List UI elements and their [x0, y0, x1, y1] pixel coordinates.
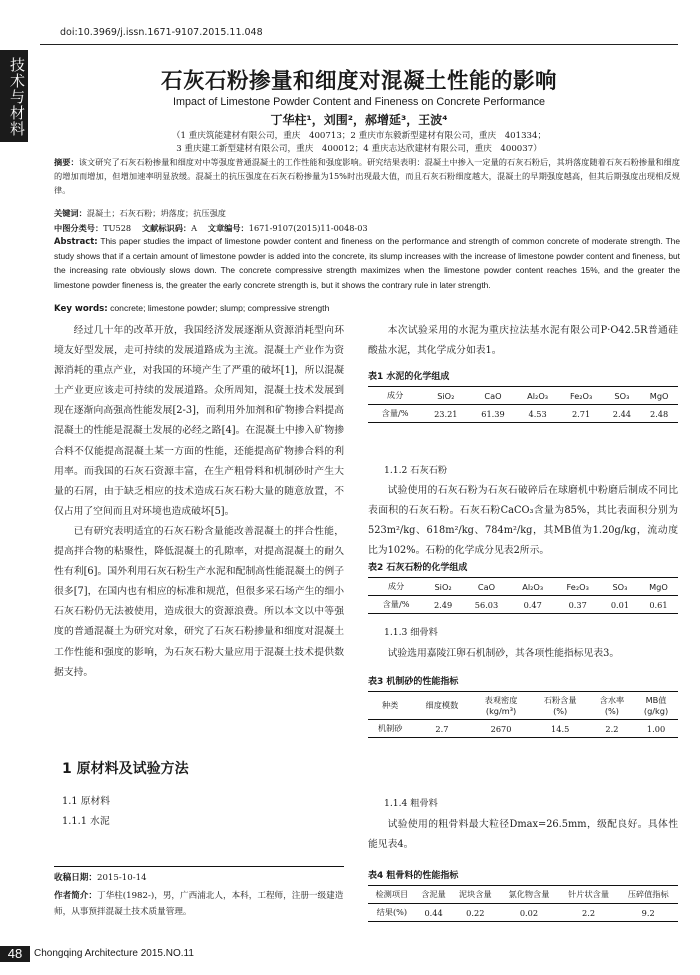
- limestone-paragraph: [368, 481, 678, 561]
- cement-text: 本次试验采用的水泥为重庆拉法基水泥有限公司P·O42.5R普通硅酸盐水泥，其化学成分如表1。: [368, 325, 678, 357]
- table-header-cell-4: 含水率 (%): [599, 695, 625, 716]
- subsection-heading-1-1: 1.1 原材料: [62, 796, 111, 807]
- abstract-en-text: This paper studies the impact of limestone powder content and fineness on the performance and strength of common concrete of moderate strength. The study shows that if a certain amount of limestone powder is added into the concrete, its slump increases with the increase of limestone powder content and fineness, but the increasing rate obviously slows down. The concrete compressive strength maximizes when the limestone powder content reaches 15%, and the greater the limestone powder fineness is, the greater the early concrete strength is, but it shows the contrary rule in later strength.: [54, 236, 680, 290]
- table-header-cell-4: Fe₂O₃: [569, 390, 593, 401]
- author-bio-text: 丁华柱(1982-)，男，广西浦北人，本科，工程师，注册一级建造师，从事预拌混凝土技术质量管理。: [54, 891, 344, 917]
- author-bio: [54, 888, 354, 920]
- table-header-cell-0: 成分: [387, 581, 405, 591]
- table-cell-3: 0.02: [519, 907, 539, 918]
- doi[interactable]: doi:10.3969/j.issn.1671-9107.2015.11.048: [60, 27, 263, 38]
- received-date: [54, 870, 354, 886]
- table-header-cell-5: SO₃: [612, 581, 628, 592]
- table-cell-4: 2.71: [571, 408, 591, 419]
- table-cell-0: 含量/%: [381, 408, 409, 418]
- table-header-cell-3: 石粉含量 (%): [543, 695, 577, 716]
- table-cell-5: 1.00: [646, 723, 666, 734]
- abstract-label: 摘要：: [54, 157, 79, 167]
- doccode-label: 文献标识码：: [141, 223, 192, 233]
- affiliation-line-2: 3 重庆建工新型建材有限公司，重庆 400012；4 重庆志达欣建材有限公司，重庆 400037）: [176, 144, 542, 154]
- table-header-cell-2: 表观密度 (kg/m³): [484, 695, 518, 716]
- sand-text: 试验选用嘉陵江卵石机制砂，其各项性能指标见表3。: [387, 648, 620, 659]
- subsection-heading-1-1-2: 1.1.2 石灰石粉: [384, 465, 448, 476]
- cement-paragraph: [368, 321, 678, 361]
- table-header-cell-0: 成分: [386, 390, 404, 400]
- article-no-value: 1671-9107(2015)11-0048-03: [248, 223, 368, 233]
- table-cell-0: 机制砂: [377, 723, 403, 733]
- table-cell-2: 0.22: [466, 907, 485, 918]
- abstract-en: [54, 234, 680, 292]
- keywords-cn-text: 混凝土；石灰石粉；坍落度；抗压强度: [86, 208, 226, 218]
- coarse-aggregate-paragraph: [368, 815, 678, 855]
- article-no-label: 文章编号：: [207, 223, 249, 233]
- table-header-cell-1: 含泥量: [421, 889, 446, 899]
- table-row: [368, 405, 678, 423]
- received-label: 收稿日期：: [54, 873, 97, 883]
- abstract-cn: [54, 155, 680, 198]
- table-cell-6: 2.48: [650, 408, 669, 419]
- received-value: 2015-10-14: [96, 873, 147, 883]
- table-cell-4: 2.2: [605, 723, 619, 734]
- doccode-value: A: [191, 223, 197, 233]
- table-header-cell-6: MgO: [649, 581, 668, 592]
- keywords-label: 关键词：: [54, 208, 87, 218]
- intro-paragraph-1: 经过几十年的改革开放，我国经济发展逐渐从资源消耗型向环境友好型发展，走可持续的发展道路成为主流。混凝土产业作为资源消耗的重点产业，对我国的环境产生了严重的破坏[1]，所以混凝土产业更应该走可持续的发展道路。众所周知，混凝土技术发展到现在逐渐向高强高性能发展[2-3]，而利用外加剂和矿物掺合料提高混凝土的性能是混凝土发展的必经之路[4]。在混凝土中掺入矿物掺合料不仅能提高混凝土某一方面的性能，还能提高矿物掺合料的利用率。而我国的石灰石资源丰富，在生产粗骨料和机制砂时产生大量的石屑，由于缺乏相应的技术造成石灰石粉大量的随意放置，不仅占用了空间而且对环境也造成破坏[5]。: [54, 325, 344, 517]
- sand-paragraph: [368, 644, 678, 664]
- table-cell-3: 0.47: [523, 599, 542, 610]
- table-1-caption: 表1 水泥的化学组成: [368, 372, 450, 382]
- table-cell-4: 0.37: [568, 599, 587, 610]
- table-header-cell-1: SiO₂: [437, 390, 455, 401]
- author-list: 丁华柱¹，刘围²，郝增延³，王波⁴: [270, 113, 448, 127]
- table-cell-2: 56.03: [474, 599, 499, 610]
- table-cell-5: 2.44: [612, 408, 632, 419]
- affiliation-line-1: （1 重庆筑能建材有限公司，重庆 400713；2 重庆市东毅新型建材有限公司，重庆 401334；: [171, 131, 547, 141]
- table-cell-1: 23.21: [434, 408, 458, 419]
- table-header-cell-5: MB值 (g/kg): [643, 695, 669, 716]
- table-row: [368, 596, 678, 614]
- journal-name: Chongqing Architecture 2015.NO.11: [34, 948, 194, 959]
- abstract-en-label: Abstract:: [54, 236, 98, 246]
- table-header-cell-3: 氯化物含量: [508, 889, 550, 899]
- coarse-aggregate-text: 试验使用的粗骨料最大粒径Dmax=26.5mm，级配良好。具体性能见表4。: [368, 819, 678, 851]
- table-cell-3: 4.53: [528, 408, 547, 419]
- paper-title: 石灰石粉掺量和细度对混凝土性能的影响: [160, 69, 557, 94]
- table-header-cell-4: 针片状含量: [568, 889, 610, 899]
- paper-title-en: Impact of Limestone Powder Content and Fineness on Concrete Performance: [172, 96, 546, 108]
- intro-paragraph-2: 已有研究表明适宜的石灰石粉含量能改善混凝土的拌合性能，提高拌合物的粘聚性，降低混凝土的孔隙率，对提高混凝土的耐久性有利[6]。国外利用石灰石粉生产水泥和配制高性能混凝土的例子很多[7]，在国内也有相应的标准和规范，但很多采石场产生的细小石灰石粉仍无法被使用，造成很大的资源浪费。所以本文以中等强度的普通混凝土为研究对象，研究了石灰石粉掺量和细度对混凝土工作性能和强度的影响，为石灰石粉大量应用于混凝土技术提供数据支持。: [54, 525, 344, 678]
- header-rule: [40, 44, 678, 45]
- table-cell-5: 0.01: [610, 599, 630, 610]
- table-header-cell-2: CaO: [477, 581, 496, 592]
- table-header-cell-3: Al₂O₃: [527, 390, 549, 401]
- section-heading-1: 1 原材料及试验方法: [62, 761, 189, 777]
- keywords-en-text: concrete; limestone powder; slump; compressive strength: [110, 303, 330, 313]
- table-1: [368, 386, 678, 423]
- table-header-cell-4: Fe₂O₃: [566, 581, 589, 592]
- keywords-cn: [54, 206, 680, 220]
- table-1-header: [368, 387, 678, 405]
- table-header-cell-1: SiO₂: [434, 581, 452, 592]
- table-2: [368, 577, 678, 614]
- left-column: [54, 321, 344, 683]
- subsection-heading-1-1-3: 1.1.3 细骨料: [384, 627, 438, 638]
- table-cell-3: 14.5: [551, 723, 570, 734]
- table-header-cell-1: 细度模数: [425, 700, 459, 710]
- table-header-cell-0: 种类: [381, 700, 399, 710]
- table-cell-0: 含量/%: [382, 599, 410, 609]
- subsection-heading-1-1-4: 1.1.4 粗骨料: [384, 798, 438, 809]
- section-tab: 技术与材料: [0, 50, 28, 142]
- table-4: [368, 885, 678, 922]
- table-row: [368, 904, 678, 922]
- author-bio-label: 作者简介：: [54, 891, 97, 901]
- keywords-en-label: Key words:: [54, 304, 108, 314]
- table-cell-6: 0.61: [649, 599, 668, 610]
- footnote-rule: [54, 866, 344, 867]
- table-cell-0: 结果(%): [376, 907, 408, 917]
- table-row: [368, 720, 678, 738]
- table-header-cell-3: Al₂O₃: [522, 581, 544, 592]
- keywords-en: [54, 301, 680, 316]
- table-cell-1: 2.7: [435, 723, 449, 734]
- table-cell-2: 61.39: [481, 408, 505, 419]
- subsection-heading-1-1-1: 1.1.1 水泥: [62, 816, 110, 827]
- table-4-header: [368, 886, 678, 904]
- table-header-cell-0: 检测项目: [375, 889, 409, 899]
- table-header-cell-6: MgO: [649, 390, 669, 401]
- table-header-cell-2: 泥块含量: [458, 889, 492, 899]
- table-header-cell-5: SO₃: [614, 390, 630, 401]
- abstract-cn-text: 该文研究了石灰石粉掺量和细度对中等强度普通混凝土的工作性能和强度影响。研究结果表明：混凝土中掺入一定量的石灰石粉后，其坍落度随着石灰石粉掺量和细度的增加而增加，但增加速率明显放缓。混凝土的抗压强度在石灰石粉掺量为15%时出现最大值，而且石灰石粉细度越大，混凝土的早期强度越高，但其后期强度出现相反规律。: [54, 157, 680, 196]
- table-4-caption: 表4 粗骨料的性能指标: [368, 871, 459, 881]
- table-cell-2: 2670: [490, 723, 512, 734]
- clc-value: TU528: [103, 223, 132, 233]
- table-2-header: [368, 578, 678, 596]
- table-3: [368, 691, 678, 738]
- table-3-header: [368, 692, 678, 720]
- table-cell-5: 9.2: [641, 907, 655, 918]
- table-cell-1: 2.49: [433, 599, 453, 610]
- page-number: 48: [0, 946, 30, 962]
- limestone-text: 试验使用的石灰石粉为石灰石破碎后在球磨机中粉磨后制成不同比表面积的石灰石粉。石灰石粉CaCO₃含量为85%，其比表面积分别为523m²/kg、618m²/kg、784m²/kg，其MB值为1.20g/kg，流动度比为102%。石粉的化学成分见表2所示。: [368, 485, 678, 557]
- table-3-caption: 表3 机制砂的性能指标: [368, 677, 459, 687]
- table-header-cell-5: 压碎值指标: [627, 889, 669, 899]
- table-cell-4: 2.2: [582, 907, 596, 918]
- table-2-caption: 表2 石灰石粉的化学组成: [368, 563, 468, 573]
- table-header-cell-2: CaO: [484, 390, 502, 401]
- table-cell-1: 0.44: [424, 907, 443, 918]
- clc-label: 中图分类号：: [54, 223, 104, 233]
